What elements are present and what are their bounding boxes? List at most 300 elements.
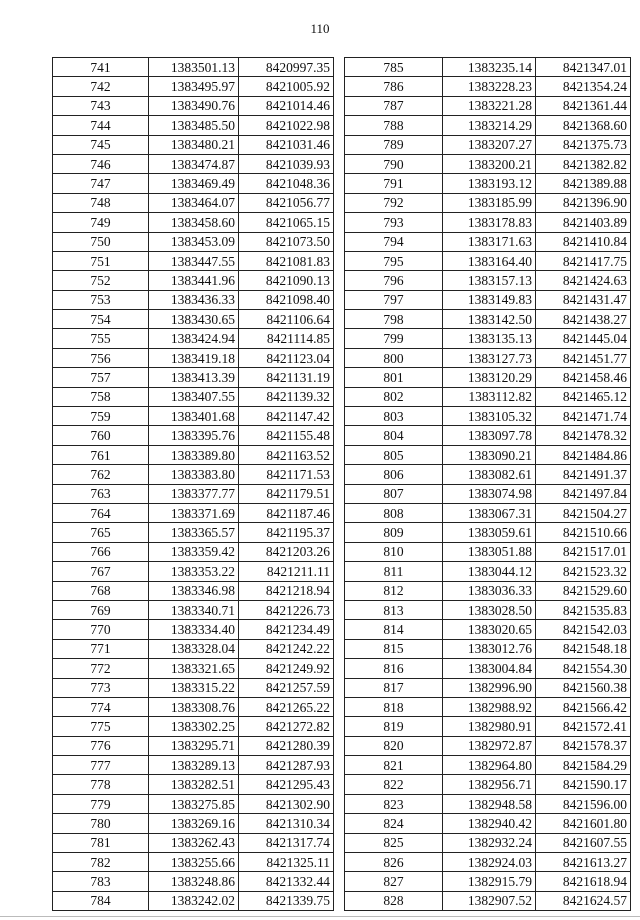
point-number-cell: 741: [53, 58, 149, 77]
y-coordinate-cell: 8421578.37: [536, 736, 631, 755]
y-coordinate-cell: 8421234.49: [239, 620, 334, 639]
y-coordinate-cell: 8421081.83: [239, 251, 334, 270]
point-number-cell: 819: [345, 717, 443, 736]
x-coordinate-cell: 1383302.25: [149, 717, 239, 736]
x-coordinate-cell: 1382980.91: [443, 717, 536, 736]
point-number-cell: 790: [345, 154, 443, 173]
table-row: [345, 445, 631, 464]
table-row: [53, 407, 334, 426]
x-coordinate-cell: 1383221.28: [443, 96, 536, 115]
table-row: [53, 58, 334, 77]
x-coordinate-cell: 1383067.31: [443, 503, 536, 522]
x-coordinate-cell: 1383028.50: [443, 600, 536, 619]
table-row: [345, 193, 631, 212]
x-coordinate-cell: 1382948.58: [443, 794, 536, 813]
x-coordinate-cell: 1383389.80: [149, 445, 239, 464]
y-coordinate-cell: 8421535.83: [536, 600, 631, 619]
point-number-cell: 774: [53, 697, 149, 716]
x-coordinate-cell: 1383474.87: [149, 154, 239, 173]
x-coordinate-cell: 1383353.22: [149, 562, 239, 581]
point-number-cell: 805: [345, 445, 443, 464]
table-row: [345, 678, 631, 697]
y-coordinate-cell: 8421517.01: [536, 542, 631, 561]
x-coordinate-cell: 1383142.50: [443, 310, 536, 329]
x-coordinate-cell: 1383207.27: [443, 135, 536, 154]
y-coordinate-cell: 8421295.43: [239, 775, 334, 794]
point-number-cell: 810: [345, 542, 443, 561]
x-coordinate-cell: 1383051.88: [443, 542, 536, 561]
point-number-cell: 748: [53, 193, 149, 212]
point-number-cell: 783: [53, 872, 149, 891]
y-coordinate-cell: 8421114.85: [239, 329, 334, 348]
point-number-cell: 781: [53, 833, 149, 852]
x-coordinate-cell: 1383328.04: [149, 639, 239, 658]
y-coordinate-cell: 8421280.39: [239, 736, 334, 755]
y-coordinate-cell: 8421218.94: [239, 581, 334, 600]
y-coordinate-cell: 8421368.60: [536, 116, 631, 135]
point-number-cell: 815: [345, 639, 443, 658]
table-row: [53, 562, 334, 581]
table-row: [345, 232, 631, 251]
point-number-cell: 823: [345, 794, 443, 813]
point-number-cell: 811: [345, 562, 443, 581]
y-coordinate-cell: 8421211.11: [239, 562, 334, 581]
table-row: [53, 659, 334, 678]
table-row: [345, 736, 631, 755]
point-number-cell: 822: [345, 775, 443, 794]
x-coordinate-cell: 1383365.57: [149, 523, 239, 542]
point-number-cell: 762: [53, 465, 149, 484]
x-coordinate-cell: 1382924.03: [443, 853, 536, 872]
x-coordinate-cell: 1383275.85: [149, 794, 239, 813]
point-number-cell: 743: [53, 96, 149, 115]
x-coordinate-cell: 1382964.80: [443, 756, 536, 775]
x-coordinate-cell: 1383020.65: [443, 620, 536, 639]
point-number-cell: 758: [53, 387, 149, 406]
table-row: [345, 290, 631, 309]
table-row: [345, 484, 631, 503]
x-coordinate-cell: 1383413.39: [149, 368, 239, 387]
point-number-cell: 794: [345, 232, 443, 251]
point-number-cell: 754: [53, 310, 149, 329]
x-coordinate-cell: 1383105.32: [443, 407, 536, 426]
point-number-cell: 814: [345, 620, 443, 639]
point-number-cell: 821: [345, 756, 443, 775]
x-coordinate-cell: 1383419.18: [149, 348, 239, 367]
table-row: [345, 620, 631, 639]
point-number-cell: 757: [53, 368, 149, 387]
table-row: [53, 620, 334, 639]
y-coordinate-cell: 8421339.75: [239, 891, 334, 910]
table-row: [53, 271, 334, 290]
table-row: [53, 193, 334, 212]
x-coordinate-cell: 1383430.65: [149, 310, 239, 329]
point-number-cell: 788: [345, 116, 443, 135]
point-number-cell: 818: [345, 697, 443, 716]
table-row: [53, 833, 334, 852]
y-coordinate-cell: 8421566.42: [536, 697, 631, 716]
x-coordinate-cell: 1383044.12: [443, 562, 536, 581]
y-coordinate-cell: 8421572.41: [536, 717, 631, 736]
table-row: [345, 329, 631, 348]
table-row: [345, 756, 631, 775]
x-coordinate-cell: 1383485.50: [149, 116, 239, 135]
x-coordinate-cell: 1383334.40: [149, 620, 239, 639]
table-row: [345, 581, 631, 600]
point-number-cell: 746: [53, 154, 149, 173]
table-row: [345, 426, 631, 445]
x-coordinate-cell: 1383436.33: [149, 290, 239, 309]
x-coordinate-cell: 1382940.42: [443, 814, 536, 833]
point-number-cell: 787: [345, 96, 443, 115]
point-number-cell: 765: [53, 523, 149, 542]
point-number-cell: 773: [53, 678, 149, 697]
x-coordinate-cell: 1383090.21: [443, 445, 536, 464]
y-coordinate-cell: 8421618.94: [536, 872, 631, 891]
point-number-cell: 744: [53, 116, 149, 135]
y-coordinate-cell: 8421438.27: [536, 310, 631, 329]
y-coordinate-cell: 8421431.47: [536, 290, 631, 309]
table-row: [53, 96, 334, 115]
point-number-cell: 777: [53, 756, 149, 775]
y-coordinate-cell: 8421203.26: [239, 542, 334, 561]
y-coordinate-cell: 8421560.38: [536, 678, 631, 697]
point-number-cell: 782: [53, 853, 149, 872]
y-coordinate-cell: 8421195.37: [239, 523, 334, 542]
table-row: [53, 310, 334, 329]
y-coordinate-cell: 8421242.22: [239, 639, 334, 658]
x-coordinate-cell: 1383295.71: [149, 736, 239, 755]
y-coordinate-cell: 8421584.29: [536, 756, 631, 775]
table-row: [345, 775, 631, 794]
point-number-cell: 784: [53, 891, 149, 910]
y-coordinate-cell: 8421226.73: [239, 600, 334, 619]
point-number-cell: 769: [53, 600, 149, 619]
point-number-cell: 800: [345, 348, 443, 367]
y-coordinate-cell: 8421317.74: [239, 833, 334, 852]
point-number-cell: 791: [345, 174, 443, 193]
table-row: [345, 387, 631, 406]
y-coordinate-cell: 8421497.84: [536, 484, 631, 503]
table-row: [345, 58, 631, 77]
table-row: [345, 659, 631, 678]
point-number-cell: 801: [345, 368, 443, 387]
table-row: [345, 600, 631, 619]
table-row: [53, 872, 334, 891]
point-number-cell: 789: [345, 135, 443, 154]
x-coordinate-cell: 1383359.42: [149, 542, 239, 561]
x-coordinate-cell: 1383012.76: [443, 639, 536, 658]
table-row: [53, 368, 334, 387]
y-coordinate-cell: 8421287.93: [239, 756, 334, 775]
point-number-cell: 826: [345, 853, 443, 872]
x-coordinate-cell: 1383082.61: [443, 465, 536, 484]
y-coordinate-cell: 8421257.59: [239, 678, 334, 697]
table-row: [53, 891, 334, 910]
y-coordinate-cell: 8421529.60: [536, 581, 631, 600]
y-coordinate-cell: 8421098.40: [239, 290, 334, 309]
y-coordinate-cell: 8421022.98: [239, 116, 334, 135]
table-row: [53, 426, 334, 445]
point-number-cell: 752: [53, 271, 149, 290]
x-coordinate-cell: 1383228.23: [443, 77, 536, 96]
x-coordinate-cell: 1383262.43: [149, 833, 239, 852]
y-coordinate-cell: 8421361.44: [536, 96, 631, 115]
x-coordinate-cell: 1382988.92: [443, 697, 536, 716]
y-coordinate-cell: 8421624.57: [536, 891, 631, 910]
y-coordinate-cell: 8421396.90: [536, 193, 631, 212]
table-row: [345, 213, 631, 232]
point-number-cell: 798: [345, 310, 443, 329]
point-number-cell: 812: [345, 581, 443, 600]
point-number-cell: 747: [53, 174, 149, 193]
table-row: [53, 814, 334, 833]
x-coordinate-cell: 1383469.49: [149, 174, 239, 193]
y-coordinate-cell: 8421417.75: [536, 251, 631, 270]
x-coordinate-cell: 1383371.69: [149, 503, 239, 522]
table-row: [345, 465, 631, 484]
x-coordinate-cell: 1383235.14: [443, 58, 536, 77]
x-coordinate-cell: 1383214.29: [443, 116, 536, 135]
x-coordinate-cell: 1383164.40: [443, 251, 536, 270]
x-coordinate-cell: 1383458.60: [149, 213, 239, 232]
y-coordinate-cell: 8421542.03: [536, 620, 631, 639]
y-coordinate-cell: 8421302.90: [239, 794, 334, 813]
x-coordinate-cell: 1383242.02: [149, 891, 239, 910]
y-coordinate-cell: 8421523.32: [536, 562, 631, 581]
point-number-cell: 771: [53, 639, 149, 658]
y-coordinate-cell: 8421031.46: [239, 135, 334, 154]
point-number-cell: 760: [53, 426, 149, 445]
y-coordinate-cell: 8421265.22: [239, 697, 334, 716]
y-coordinate-cell: 8421465.12: [536, 387, 631, 406]
x-coordinate-cell: 1383059.61: [443, 523, 536, 542]
table-row: [53, 387, 334, 406]
y-coordinate-cell: 8421310.34: [239, 814, 334, 833]
table-row: [53, 542, 334, 561]
y-coordinate-cell: 8421478.32: [536, 426, 631, 445]
x-coordinate-cell: 1383407.55: [149, 387, 239, 406]
table-row: [53, 213, 334, 232]
point-number-cell: 761: [53, 445, 149, 464]
x-coordinate-cell: 1383340.71: [149, 600, 239, 619]
point-number-cell: 785: [345, 58, 443, 77]
point-number-cell: 751: [53, 251, 149, 270]
y-coordinate-cell: 8421179.51: [239, 484, 334, 503]
table-row: [345, 174, 631, 193]
y-coordinate-cell: 8421510.66: [536, 523, 631, 542]
y-coordinate-cell: 8421106.64: [239, 310, 334, 329]
y-coordinate-cell: 8421607.55: [536, 833, 631, 852]
x-coordinate-cell: 1383097.78: [443, 426, 536, 445]
y-coordinate-cell: 8420997.35: [239, 58, 334, 77]
x-coordinate-cell: 1382972.87: [443, 736, 536, 755]
point-number-cell: 828: [345, 891, 443, 910]
table-row: [345, 310, 631, 329]
y-coordinate-cell: 8421073.50: [239, 232, 334, 251]
y-coordinate-cell: 8421332.44: [239, 872, 334, 891]
x-coordinate-cell: 1383501.13: [149, 58, 239, 77]
y-coordinate-cell: 8421048.36: [239, 174, 334, 193]
table-row: [53, 523, 334, 542]
table-row: [53, 600, 334, 619]
table-row: [345, 116, 631, 135]
point-number-cell: 779: [53, 794, 149, 813]
point-number-cell: 786: [345, 77, 443, 96]
x-coordinate-cell: 1383255.66: [149, 853, 239, 872]
point-number-cell: 778: [53, 775, 149, 794]
y-coordinate-cell: 8421458.46: [536, 368, 631, 387]
x-coordinate-cell: 1383178.83: [443, 213, 536, 232]
table-row: [345, 853, 631, 872]
y-coordinate-cell: 8421590.17: [536, 775, 631, 794]
table-row: [53, 853, 334, 872]
point-number-cell: 770: [53, 620, 149, 639]
table-row: [53, 445, 334, 464]
y-coordinate-cell: 8421504.27: [536, 503, 631, 522]
x-coordinate-cell: 1383383.80: [149, 465, 239, 484]
y-coordinate-cell: 8421382.82: [536, 154, 631, 173]
table-row: [345, 154, 631, 173]
point-number-cell: 808: [345, 503, 443, 522]
y-coordinate-cell: 8421131.19: [239, 368, 334, 387]
point-number-cell: 802: [345, 387, 443, 406]
point-number-cell: 772: [53, 659, 149, 678]
table-row: [53, 116, 334, 135]
y-coordinate-cell: 8421056.77: [239, 193, 334, 212]
coordinates-table-left: [52, 57, 334, 911]
x-coordinate-cell: 1383171.63: [443, 232, 536, 251]
x-coordinate-cell: 1383321.65: [149, 659, 239, 678]
table-row: [53, 756, 334, 775]
table-row: [53, 697, 334, 716]
y-coordinate-cell: 8421548.18: [536, 639, 631, 658]
y-coordinate-cell: 8421410.84: [536, 232, 631, 251]
point-number-cell: 759: [53, 407, 149, 426]
point-number-cell: 799: [345, 329, 443, 348]
x-coordinate-cell: 1383004.84: [443, 659, 536, 678]
y-coordinate-cell: 8421403.89: [536, 213, 631, 232]
x-coordinate-cell: 1383282.51: [149, 775, 239, 794]
table-row: [53, 581, 334, 600]
point-number-cell: 756: [53, 348, 149, 367]
point-number-cell: 767: [53, 562, 149, 581]
y-coordinate-cell: 8421354.24: [536, 77, 631, 96]
point-number-cell: 820: [345, 736, 443, 755]
table-row: [53, 678, 334, 697]
x-coordinate-cell: 1383120.29: [443, 368, 536, 387]
table-row: [53, 77, 334, 96]
point-number-cell: 816: [345, 659, 443, 678]
y-coordinate-cell: 8421596.00: [536, 794, 631, 813]
point-number-cell: 780: [53, 814, 149, 833]
table-row: [345, 542, 631, 561]
y-coordinate-cell: 8421155.48: [239, 426, 334, 445]
x-coordinate-cell: 1382956.71: [443, 775, 536, 794]
point-number-cell: 804: [345, 426, 443, 445]
x-coordinate-cell: 1383193.12: [443, 174, 536, 193]
y-coordinate-cell: 8421005.92: [239, 77, 334, 96]
table-row: [53, 154, 334, 173]
table-row: [345, 368, 631, 387]
table-row: [53, 736, 334, 755]
x-coordinate-cell: 1383308.76: [149, 697, 239, 716]
table-row: [53, 717, 334, 736]
y-coordinate-cell: 8421039.93: [239, 154, 334, 173]
table-row: [345, 348, 631, 367]
point-number-cell: 817: [345, 678, 443, 697]
table-row: [345, 717, 631, 736]
x-coordinate-cell: 1383490.76: [149, 96, 239, 115]
y-coordinate-cell: 8421065.15: [239, 213, 334, 232]
table-row: [345, 872, 631, 891]
table-row: [345, 271, 631, 290]
table-row: [53, 348, 334, 367]
table-row: [53, 794, 334, 813]
point-number-cell: 755: [53, 329, 149, 348]
table-row: [345, 697, 631, 716]
x-coordinate-cell: 1383464.07: [149, 193, 239, 212]
y-coordinate-cell: 8421139.32: [239, 387, 334, 406]
x-coordinate-cell: 1383127.73: [443, 348, 536, 367]
table-row: [345, 833, 631, 852]
x-coordinate-cell: 1383248.86: [149, 872, 239, 891]
table-row: [53, 484, 334, 503]
table-row: [345, 77, 631, 96]
table-row: [53, 232, 334, 251]
x-coordinate-cell: 1383289.13: [149, 756, 239, 775]
point-number-cell: 763: [53, 484, 149, 503]
coordinates-table-right: [344, 57, 631, 911]
table-row: [345, 891, 631, 910]
x-coordinate-cell: 1383112.82: [443, 387, 536, 406]
y-coordinate-cell: 8421325.11: [239, 853, 334, 872]
x-coordinate-cell: 1383315.22: [149, 678, 239, 697]
table-row: [53, 251, 334, 270]
point-number-cell: 766: [53, 542, 149, 561]
point-number-cell: 825: [345, 833, 443, 852]
x-coordinate-cell: 1383480.21: [149, 135, 239, 154]
table-row: [345, 96, 631, 115]
table-row: [345, 794, 631, 813]
y-coordinate-cell: 8421123.04: [239, 348, 334, 367]
table-row: [53, 465, 334, 484]
point-number-cell: 764: [53, 503, 149, 522]
table-row: [345, 523, 631, 542]
x-coordinate-cell: 1383395.76: [149, 426, 239, 445]
y-coordinate-cell: 8421090.13: [239, 271, 334, 290]
y-coordinate-cell: 8421554.30: [536, 659, 631, 678]
table-row: [345, 814, 631, 833]
x-coordinate-cell: 1382932.24: [443, 833, 536, 852]
table-row: [345, 135, 631, 154]
x-coordinate-cell: 1383135.13: [443, 329, 536, 348]
y-coordinate-cell: 8421451.77: [536, 348, 631, 367]
point-number-cell: 745: [53, 135, 149, 154]
point-number-cell: 809: [345, 523, 443, 542]
point-number-cell: 742: [53, 77, 149, 96]
y-coordinate-cell: 8421249.92: [239, 659, 334, 678]
y-coordinate-cell: 8421171.53: [239, 465, 334, 484]
table-row: [53, 503, 334, 522]
y-coordinate-cell: 8421445.04: [536, 329, 631, 348]
table-row: [53, 775, 334, 794]
table-row: [345, 251, 631, 270]
table-row: [53, 135, 334, 154]
table-row: [345, 407, 631, 426]
x-coordinate-cell: 1383453.09: [149, 232, 239, 251]
y-coordinate-cell: 8421389.88: [536, 174, 631, 193]
